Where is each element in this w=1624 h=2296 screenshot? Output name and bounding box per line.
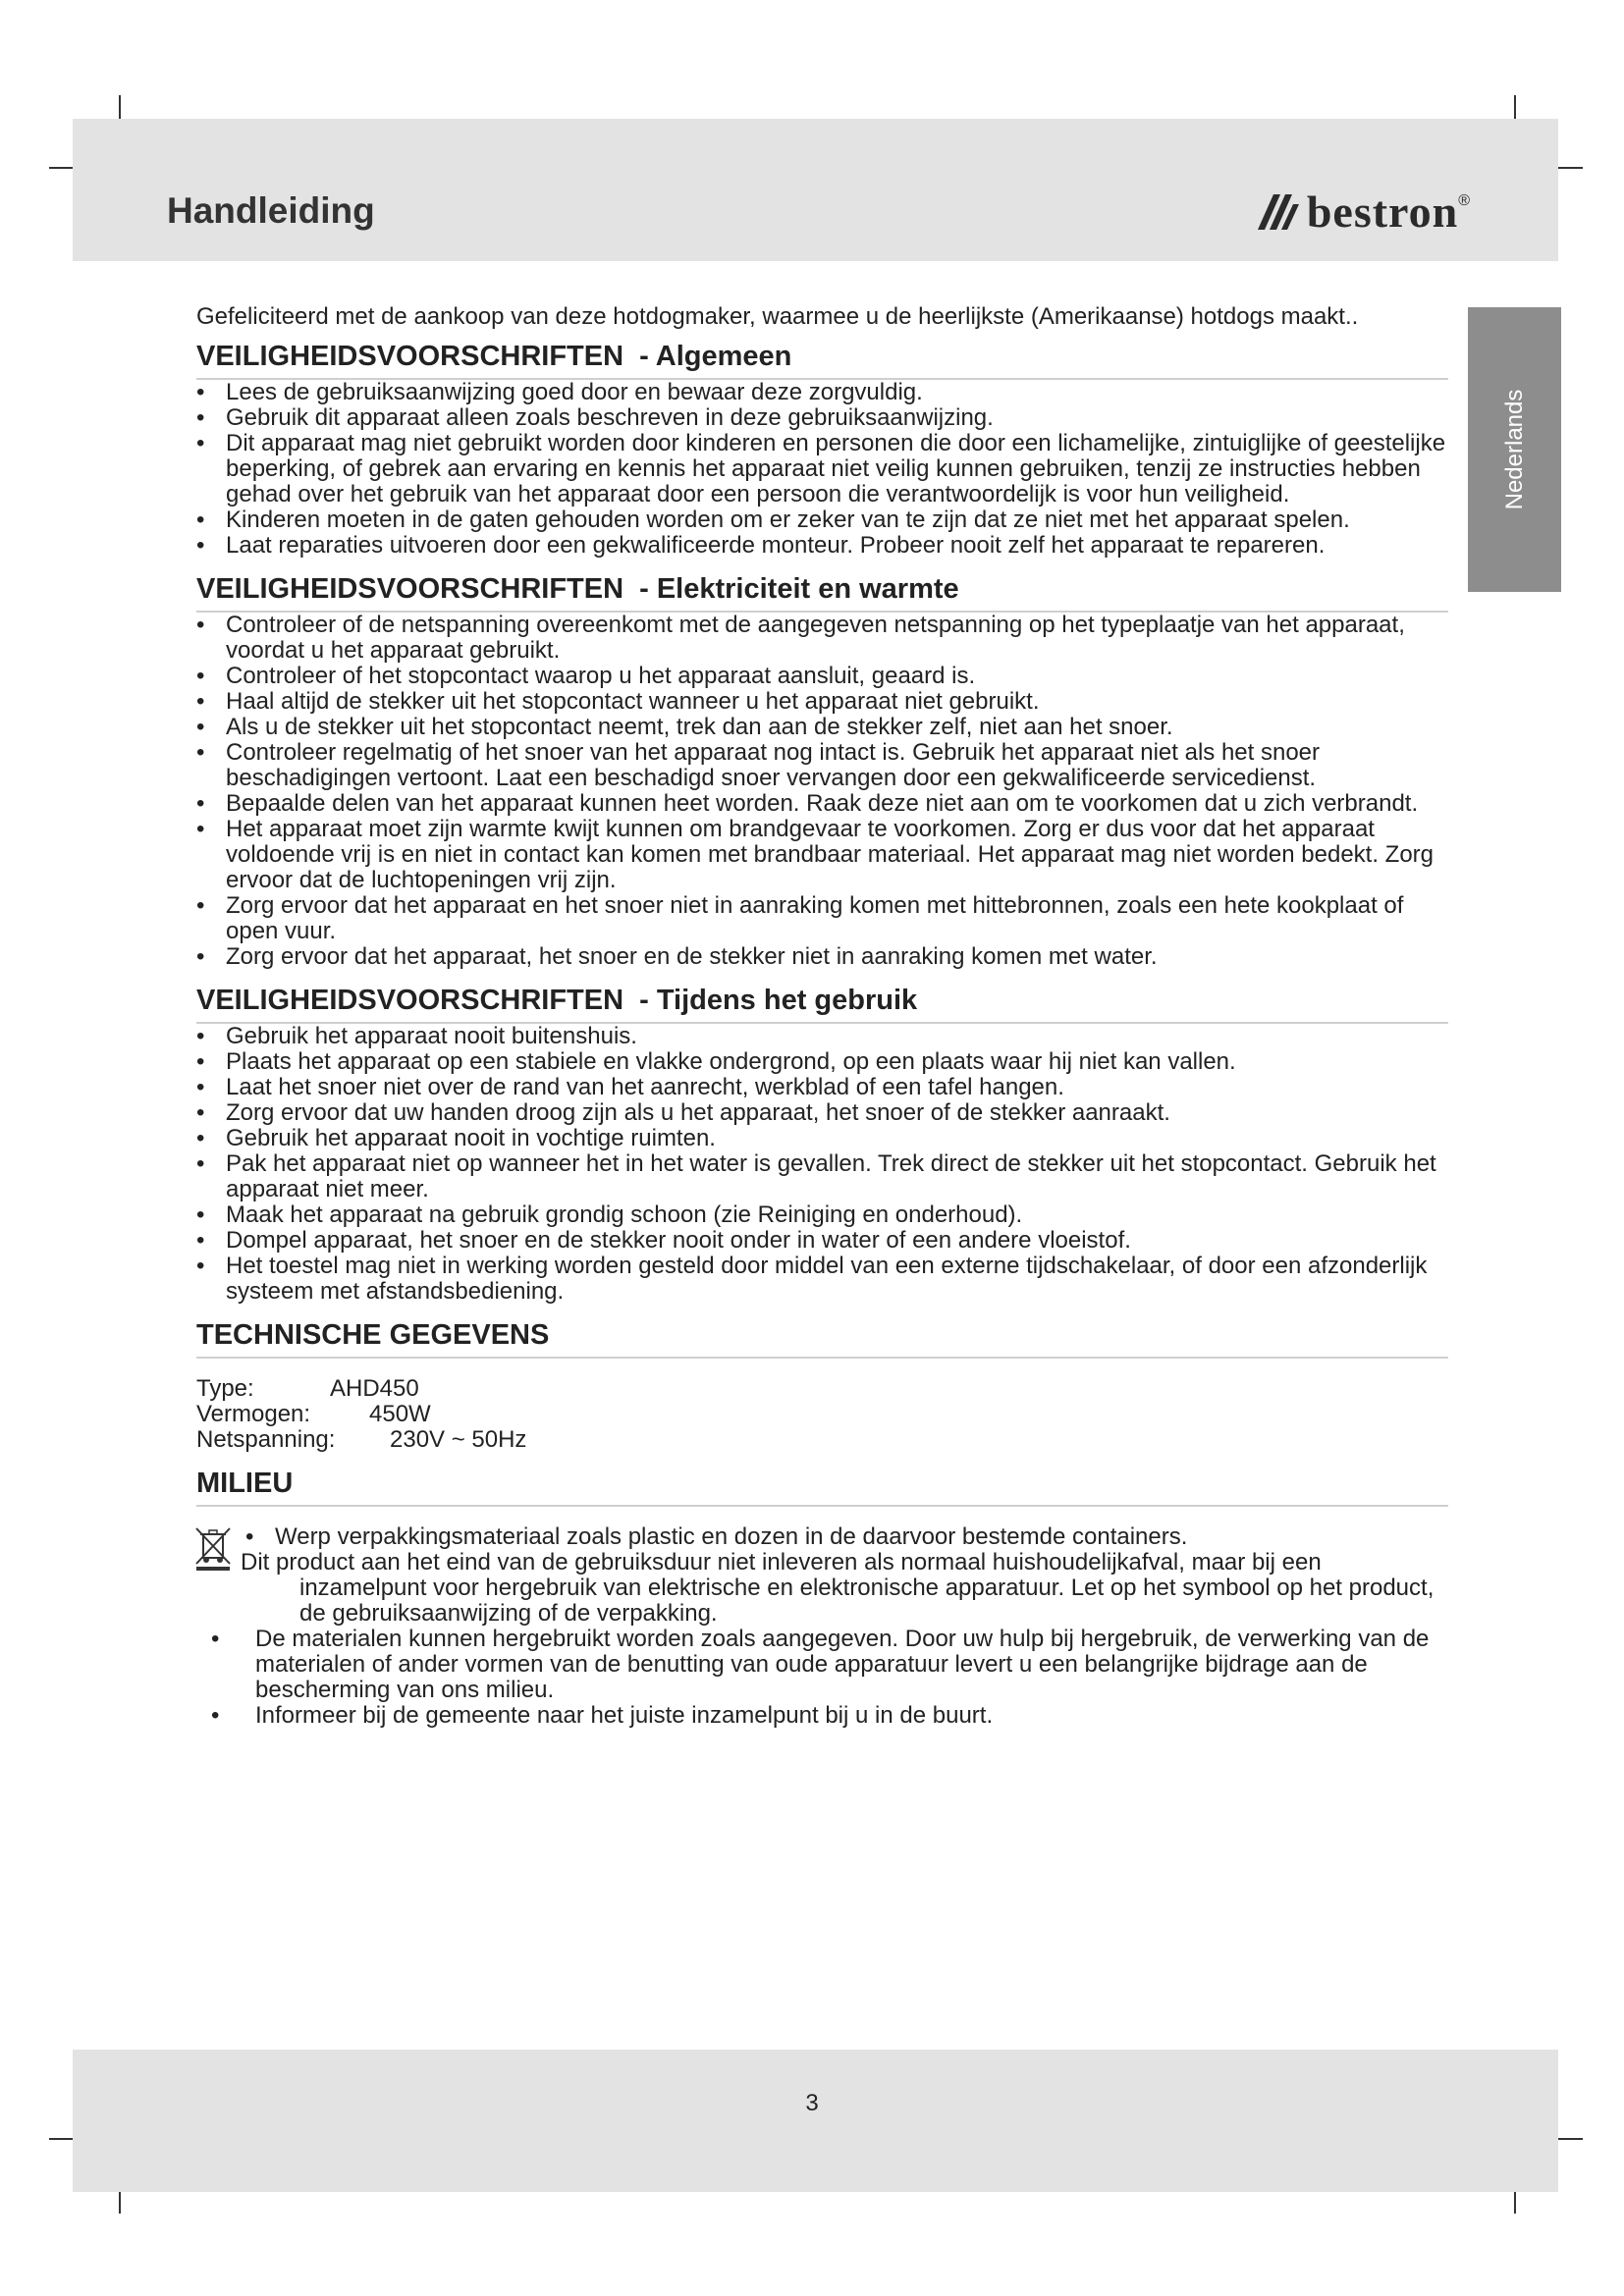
list-item: • Gebruik het apparaat nooit buitenshuis.	[196, 1024, 1448, 1049]
list-item: • Pak het apparaat niet op wanneer het in het water is gevallen. Trek direct de stekker uit het stopcontact. Gebruik het apparaat niet meer.	[196, 1151, 1448, 1202]
intro-text: Gefeliciteerd met de aankoop van deze hotdogmaker, waarmee u de heerlijkste (Amerikaanse) hotdogs maakt..	[196, 303, 1359, 330]
spec-table	[196, 1376, 1448, 1453]
section-algemeen	[196, 341, 1448, 559]
section-heading	[196, 1470, 1448, 1507]
registered-mark: ®	[1458, 191, 1470, 209]
spec-row	[196, 1376, 1448, 1402]
list-item: • Dompel apparaat, het snoer en de stekker nooit onder in water of een andere vloeistof.	[196, 1228, 1448, 1254]
spec-label: Vermogen:	[196, 1401, 311, 1427]
list-item: • Bepaalde delen van het apparaat kunnen heet worden. Raak deze niet aan om te voorkomen dat u zich verbrandt.	[196, 791, 1448, 817]
list-item: • Het toestel mag niet in werking worden gesteld door middel van een externe tijdschakelaar, of door een afzonderlijk systeem met afstandsbediening.	[196, 1254, 1448, 1305]
section-heading	[196, 573, 1448, 613]
footer-band	[73, 2050, 1558, 2192]
section-heading	[196, 341, 1448, 380]
bullet-list	[211, 1627, 1448, 1729]
bestron-chevron-icon	[1254, 190, 1301, 234]
bullet-list	[196, 380, 1448, 559]
spec-value: 450W	[369, 1401, 431, 1427]
bullet-list	[196, 613, 1448, 970]
language-tab	[1468, 307, 1561, 592]
list-item: • Plaats het apparaat op een stabiele en vlakke ondergrond, op een plaats waar hij niet kan vallen.	[196, 1049, 1448, 1075]
list-item: • De materialen kunnen hergebruikt worden zoals aangegeven. Door uw hulp bij hergebruik, de verwerking van de materialen of ander vormen van de benutting van oude apparatuur levert u een belangrijke bijdrage aan de bescherming van ons milieu.	[211, 1627, 1448, 1703]
section-subtitle: - Elektriciteit en warmte	[639, 573, 959, 605]
language-tab-label: Nederlands	[1500, 389, 1528, 510]
section-title: VEILIGHEIDSVOORSCHRIFTEN	[196, 573, 624, 605]
section-specs	[196, 1319, 1448, 1453]
list-item: • Maak het apparaat na gebruik grondig schoon (zie Reiniging en onderhoud).	[196, 1202, 1448, 1228]
section-subtitle: - Algemeen	[639, 341, 792, 372]
milieu-block	[196, 1524, 1448, 1729]
section-milieu	[196, 1470, 1448, 1729]
list-item: • Zorg ervoor dat het apparaat en het snoer niet in aanraking komen met hittebronnen, zoals een hete kookplaat of open vuur.	[196, 893, 1448, 944]
milieu-paragraph: Dit product aan het eind van de gebruiksduur niet inleveren als normaal huishoudelijkafval, maar bij een inzamelpunt voor hergebruik van elektrische en elektronische apparatuur. Let op het symbool op het product, de gebruiksaanwijzing of de verpakking.	[241, 1549, 1435, 1627]
list-item: • Zorg ervoor dat uw handen droog zijn als u het apparaat, het snoer of de stekker aanraakt.	[196, 1100, 1448, 1126]
list-item: • Informeer bij de gemeente naar het juiste inzamelpunt bij u in de buurt.	[211, 1703, 1448, 1729]
section-heading	[196, 1319, 1448, 1359]
header-band	[73, 119, 1558, 261]
section-elektriciteit	[196, 573, 1448, 970]
list-item: • Kinderen moeten in de gaten gehouden worden om er zeker van te zijn dat ze niet met het apparaat spelen.	[196, 507, 1448, 533]
list-item: • Het apparaat moet zijn warmte kwijt kunnen om brandgevaar te voorkomen. Zorg er dus voor dat het apparaat voldoende vrij is en niet in contact kan komen met brandbaar materiaal. Het apparaat mag niet worden bedekt. Zorg ervoor dat de luchtopeningen vrij zijn.	[196, 817, 1448, 893]
section-heading	[196, 985, 1448, 1024]
list-item: • Laat reparaties uitvoeren door een gekwalificeerde monteur. Probeer nooit zelf het apparaat te repareren.	[196, 533, 1448, 559]
section-title: MILIEU	[196, 1468, 294, 1499]
section-title: TECHNISCHE GEGEVENS	[196, 1319, 550, 1351]
spec-row	[196, 1402, 1448, 1427]
section-title: VEILIGHEIDSVOORSCHRIFTEN	[196, 985, 624, 1016]
logo-text: bestron	[1306, 187, 1459, 237]
spec-row	[196, 1427, 1448, 1453]
list-item: • Werp verpakkingsmateriaal zoals plastic en dozen in de daarvoor bestemde containers.	[245, 1524, 1448, 1550]
weee-crossed-bin-icon	[194, 1526, 234, 1572]
list-item: • Gebruik het apparaat nooit in vochtige ruimten.	[196, 1126, 1448, 1151]
list-item: • Haal altijd de stekker uit het stopcontact wanneer u het apparaat niet gebruikt.	[196, 689, 1448, 715]
section-title: VEILIGHEIDSVOORSCHRIFTEN	[196, 341, 624, 372]
list-item: • Als u de stekker uit het stopcontact neemt, trek dan aan de stekker zelf, niet aan het snoer.	[196, 715, 1448, 740]
page-number: 3	[805, 2090, 819, 2116]
spec-value: AHD450	[330, 1375, 419, 1402]
section-gebruik	[196, 985, 1448, 1305]
list-item: • Dit apparaat mag niet gebruikt worden door kinderen en personen die door een lichamelijke, zintuiglijke of geestelijke beperking, of gebrek aan ervaring en kennis het apparaat niet veilig kunnen gebruiken, tenzij ze instructies hebben gehad over het gebruik van het apparaat door een persoon die verantwoordelijk is voor hun veiligheid.	[196, 431, 1448, 507]
list-item: • Gebruik dit apparaat alleen zoals beschreven in deze gebruiksaanwijzing.	[196, 405, 1448, 431]
list-item: • Controleer of de netspanning overeenkomt met de aangegeven netspanning op het typeplaatje van het apparaat, voordat u het apparaat gebruikt.	[196, 613, 1448, 664]
brand-logo	[1254, 186, 1470, 238]
list-item: • Controleer regelmatig of het snoer van het apparaat nog intact is. Gebruik het apparaat niet als het snoer beschadigingen vertoont. Laat een beschadigd snoer vervangen door een gekwalificeerde servicedienst.	[196, 740, 1448, 791]
list-item: • Controleer of het stopcontact waarop u het apparaat aansluit, geaard is.	[196, 664, 1448, 689]
list-item: • Lees de gebruiksaanwijzing goed door en bewaar deze zorgvuldig.	[196, 380, 1448, 405]
main-content	[196, 304, 1448, 1746]
spec-label: Netspanning:	[196, 1426, 336, 1453]
list-item: • Zorg ervoor dat het apparaat, het snoer en de stekker niet in aanraking komen met water.	[196, 944, 1448, 970]
page-title: Handleiding	[167, 190, 375, 231]
spec-value: 230V ~ 50Hz	[390, 1426, 527, 1453]
bullet-list	[196, 1024, 1448, 1305]
section-subtitle: - Tijdens het gebruik	[639, 985, 918, 1016]
spec-label: Type:	[196, 1375, 254, 1402]
list-item: • Laat het snoer niet over de rand van het aanrecht, werkblad of een tafel hangen.	[196, 1075, 1448, 1100]
bullet-list	[245, 1524, 1448, 1550]
